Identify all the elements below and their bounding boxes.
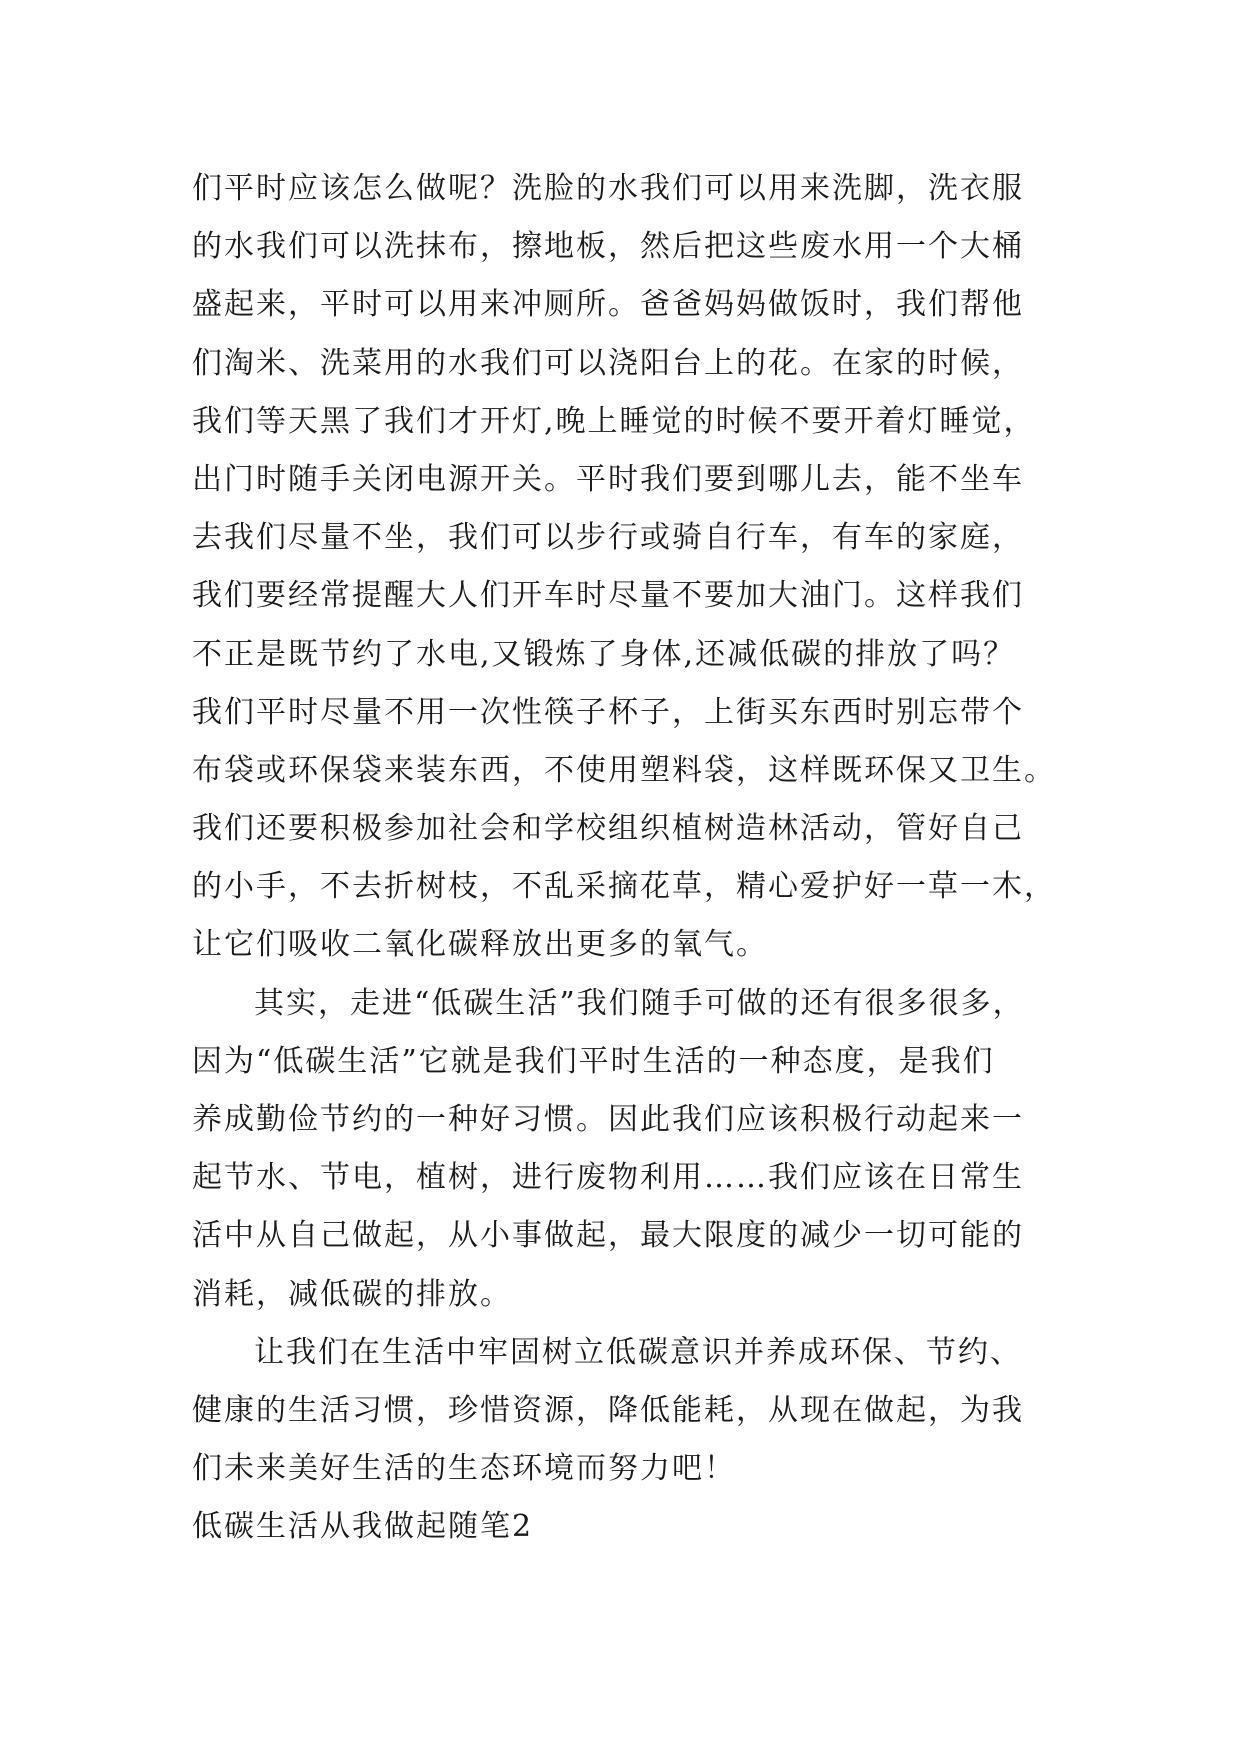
text-line: 我们要经常提醒大人们开车时尽量不要加大油门。这样我们 xyxy=(192,578,1024,614)
text-line: 们未来美好生活的生态环境而努力吧！ xyxy=(192,1451,736,1487)
text-line: 我们等天黑了我们才开灯,晚上睡觉的时候不要开着灯睡觉， xyxy=(192,403,1036,439)
text-line: 我们还要积极参加社会和学校组织植树造林活动，管好自己 xyxy=(192,811,1024,847)
paragraph-first-line: 让我们在生活中牢固树立低碳意识并养成环保、节约、 xyxy=(254,1334,1022,1370)
text-line: 我们平时尽量不用一次性筷子杯子，上街买东西时别忘带个 xyxy=(192,694,1024,730)
section-heading: 低碳生活从我做起随笔2 xyxy=(192,1509,534,1545)
text-line: 起节水、节电，植树，进行废物利用……我们应该在日常生 xyxy=(192,1160,1024,1196)
text-line: 活中从自己做起，从小事做起，最大限度的减少一切可能的 xyxy=(192,1218,1024,1254)
text-line: 的小手，不去折树枝，不乱采摘花草，精心爱护好一草一木， xyxy=(192,869,1056,905)
text-line: 出门时随手关闭电源开关。平时我们要到哪儿去，能不坐车 xyxy=(192,461,1024,497)
text-line: 们淘米、洗菜用的水我们可以浇阳台上的花。在家的时候， xyxy=(192,345,1024,381)
paragraph-first-line: 其实，走进“低碳生活”我们随手可做的还有很多很多， xyxy=(254,985,1025,1021)
text-line: 的水我们可以洗抹布，擦地板，然后把这些废水用一个大桶 xyxy=(192,229,1024,265)
text-line: 们平时应该怎么做呢？洗脸的水我们可以用来洗脚，洗衣服 xyxy=(192,171,1024,206)
text-line: 养成勤俭节约的一种好习惯。因此我们应该积极行动起来一 xyxy=(192,1102,1024,1137)
text-line: 让它们吸收二氧化碳释放出更多的氧气。 xyxy=(192,927,768,963)
text-line: 消耗，减低碳的排放。 xyxy=(192,1276,512,1312)
text-line: 盛起来，平时可以用来冲厕所。爸爸妈妈做饭时，我们帮他 xyxy=(192,287,1024,323)
text-line: 不正是既节约了水电,又锻炼了身体,还减低碳的排放了吗？ xyxy=(192,636,1016,672)
text-line: 布袋或环保袋来装东西，不使用塑料袋，这样既环保又卫生。 xyxy=(192,752,1056,788)
text-line: 因为“低碳生活”它就是我们平时生活的一种态度，是我们 xyxy=(192,1043,995,1079)
text-line: 健康的生活习惯，珍惜资源，降低能耗，从现在做起，为我 xyxy=(192,1392,1024,1428)
document-body xyxy=(192,160,1062,1557)
text-line: 去我们尽量不坐，我们可以步行或骑自行车，有车的家庭， xyxy=(192,520,1024,556)
